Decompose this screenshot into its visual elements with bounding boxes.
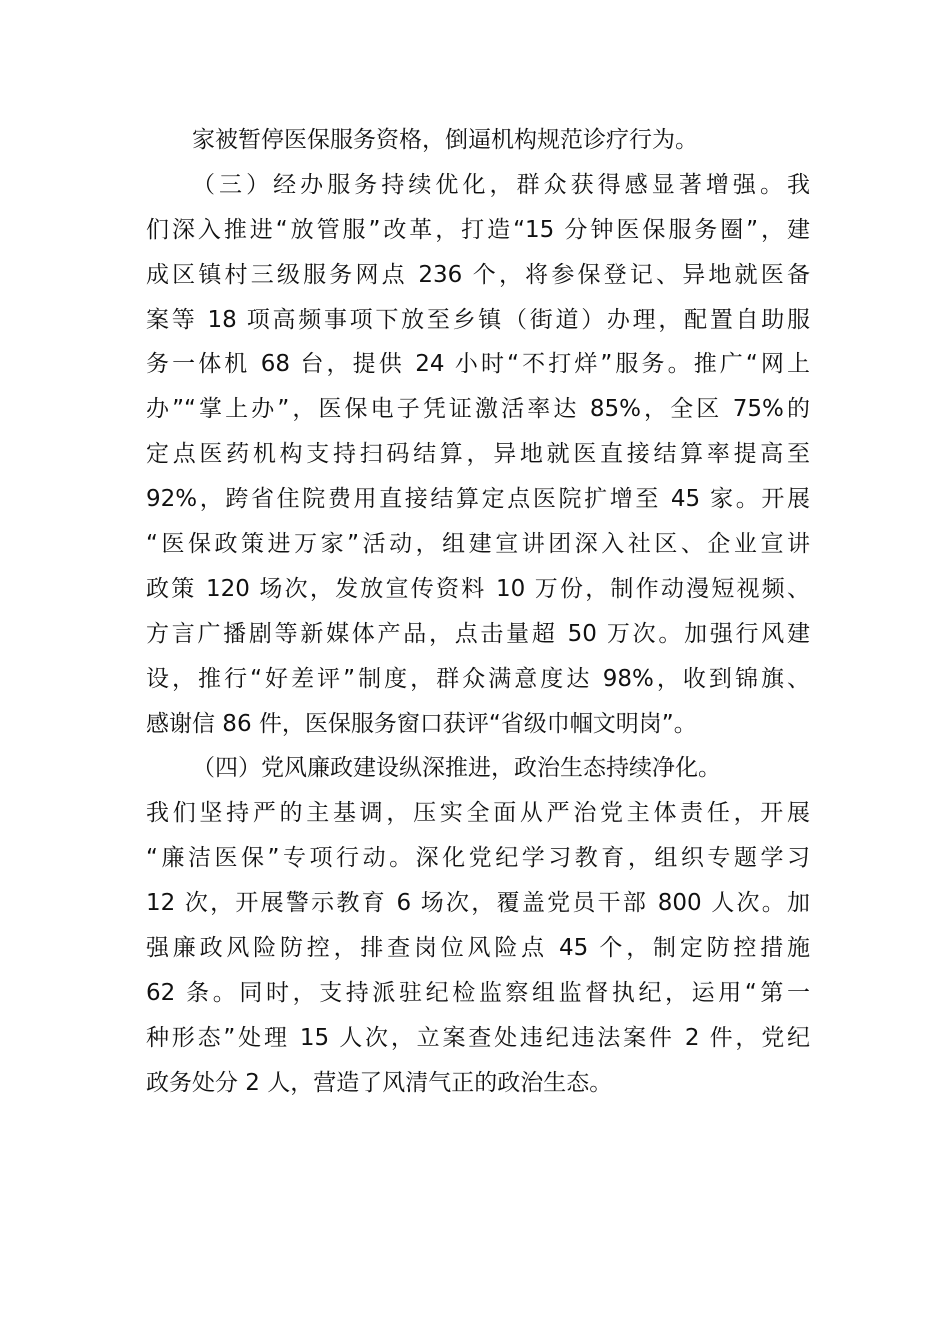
text-line: “廉洁医保”专项行动。深化党纪学习教育，组织专题学习 [146,845,810,872]
text-line: 成区镇村三级服务网点 236 个，将参保登记、异地就医备 [146,261,810,288]
section-heading-line: （三）经办服务持续优化，群众获得感显著增强。我 [192,171,810,198]
section-heading-line: （四）党风廉政建设纵深推进，政治生态持续净化。 [192,755,721,782]
text-line: 设，推行“好差评”制度，群众满意度达 98%，收到锦旗、 [146,665,810,692]
text-line: 感谢信 86 件，医保服务窗口获评“省级巾帼文明岗”。 [146,710,697,737]
text-line: 们深入推进“放管服”改革，打造“15 分钟医保服务圈”，建 [146,216,810,243]
text-line: 种形态”处理 15 人次，立案查处违纪违法案件 2 件，党纪 [146,1024,810,1051]
text-line: 强廉政风险防控，排查岗位风险点 45 个，制定防控措施 [146,935,810,962]
text-line: 定点医药机构支持扫码结算，异地就医直接结算率提高至 [146,441,810,468]
text-line: 方言广播剧等新媒体产品，点击量超 50 万次。加强行风建 [146,620,810,647]
text-line: 我们坚持严的主基调，压实全面从严治党主体责任，开展 [146,800,810,827]
text-line: 务一体机 68 台，提供 24 小时“不打烊”服务。推广“网上 [146,351,810,378]
text-line: 政策 120 场次，发放宣传资料 10 万份，制作动漫短视频、 [146,575,810,602]
text-line: 政务处分 2 人，营造了风清气正的政治生态。 [146,1069,613,1096]
text-line: 办”“掌上办”，医保电子凭证激活率达 85%，全区 75%的 [146,396,810,423]
text-line: “医保政策进万家”活动，组建宣讲团深入社区、企业宣讲 [146,531,810,558]
body-text [146,118,810,1106]
text-line: 12 次，开展警示教育 6 场次，覆盖党员干部 800 人次。加 [146,890,810,917]
text-line: 案等 18 项高频事项下放至乡镇（街道）办理，配置自助服 [146,306,810,333]
text-line: 62 条。同时，支持派驻纪检监察组监督执纪，运用“第一 [146,979,810,1006]
text-line: 92%，跨省住院费用直接结算定点医院扩增至 45 家。开展 [146,486,810,513]
text-line: 家被暂停医保服务资格，倒逼机构规范诊疗行为。 [192,127,698,153]
